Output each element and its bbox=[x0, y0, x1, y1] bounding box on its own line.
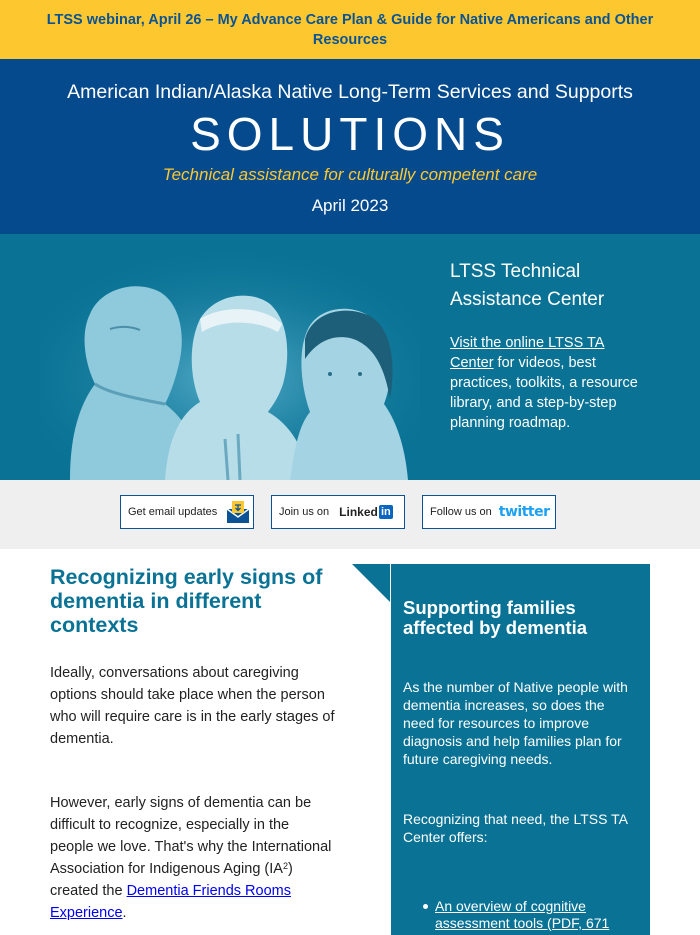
social-bar bbox=[0, 480, 700, 549]
sidebar-box bbox=[391, 564, 650, 935]
ta-center-heading: LTSS Technical Assistance Center bbox=[450, 261, 605, 310]
twitter-icon: twitter bbox=[498, 504, 550, 520]
sidebar-resource-list bbox=[403, 898, 638, 932]
hero-section bbox=[0, 234, 700, 480]
ta-center-text bbox=[450, 333, 650, 433]
twitter-label: Follow us on bbox=[430, 506, 492, 518]
dementia-friends-link[interactable]: Dementia Friends Rooms Experience bbox=[50, 883, 291, 921]
ta-center-link[interactable]: Visit the online LTSS TA Center bbox=[450, 335, 605, 371]
ta-center-description: for videos, best practices, toolkits, a resource library, and a step-by-step planning roadmap. bbox=[450, 355, 638, 431]
article-title: Recognizing early signs of dementia in different contexts bbox=[50, 565, 323, 637]
linkedin-icon bbox=[339, 505, 393, 519]
article-paragraph-2-end: . bbox=[122, 905, 127, 921]
sidebar-corner-fold bbox=[352, 564, 390, 602]
email-updates-label: Get email updates bbox=[128, 506, 218, 518]
cognitive-assessment-link[interactable]: An overview of cognitive assessment tools (PDF, 671 bbox=[435, 898, 610, 931]
article-paragraph-2 bbox=[50, 792, 335, 924]
ta-center-panel bbox=[450, 258, 650, 433]
organization-name: American Indian/Alaska Native Long-Term Services and Supports bbox=[67, 81, 633, 103]
email-updates-button[interactable] bbox=[120, 495, 254, 529]
newsletter-tagline: Technical assistance for culturally competent care bbox=[162, 165, 538, 184]
linkedin-label: Join us on bbox=[279, 506, 330, 518]
sidebar-paragraph-1: As the number of Native people with dementia increases, so does the need for resources to improve diagnosis and help families plan for future caregiving needs. bbox=[403, 679, 628, 767]
newsletter-title: SOLUTIONS bbox=[190, 108, 510, 160]
sidebar-title: Supporting families affected by dementia bbox=[403, 597, 588, 638]
linkedin-logo-box: in bbox=[379, 505, 393, 519]
sidebar-paragraph-2: Recognizing that need, the LTSS TA Center offers: bbox=[403, 811, 628, 845]
article-paragraph-1: Ideally, conversations about caregiving options should take place when the person who will require care is in the early stages of dementia. bbox=[50, 665, 335, 747]
dementia-sidebar bbox=[352, 564, 650, 935]
webinar-banner bbox=[0, 0, 700, 59]
list-item bbox=[435, 898, 638, 932]
twitter-button[interactable] bbox=[422, 495, 556, 529]
webinar-banner-link[interactable]: LTSS webinar, April 26 – My Advance Care Plan & Guide for Native Americans and Other Resources bbox=[46, 11, 654, 48]
issue-date: April 2023 bbox=[311, 196, 389, 215]
linkedin-button[interactable] bbox=[271, 495, 405, 529]
newsletter-header bbox=[0, 59, 700, 234]
article-paragraph-2-text: However, early signs of dementia can be difficult to recognize, especially in the people we love. That's why the International Association for Indigenous Aging (IA bbox=[50, 795, 332, 877]
elders-photo bbox=[0, 234, 440, 480]
article-paragraph-2-mid: ) created the bbox=[50, 861, 293, 899]
envelope-icon bbox=[225, 500, 251, 524]
ia2-superscript: 2 bbox=[282, 861, 288, 871]
linkedin-logo-text: Linked bbox=[339, 505, 378, 519]
main-article bbox=[50, 565, 335, 924]
